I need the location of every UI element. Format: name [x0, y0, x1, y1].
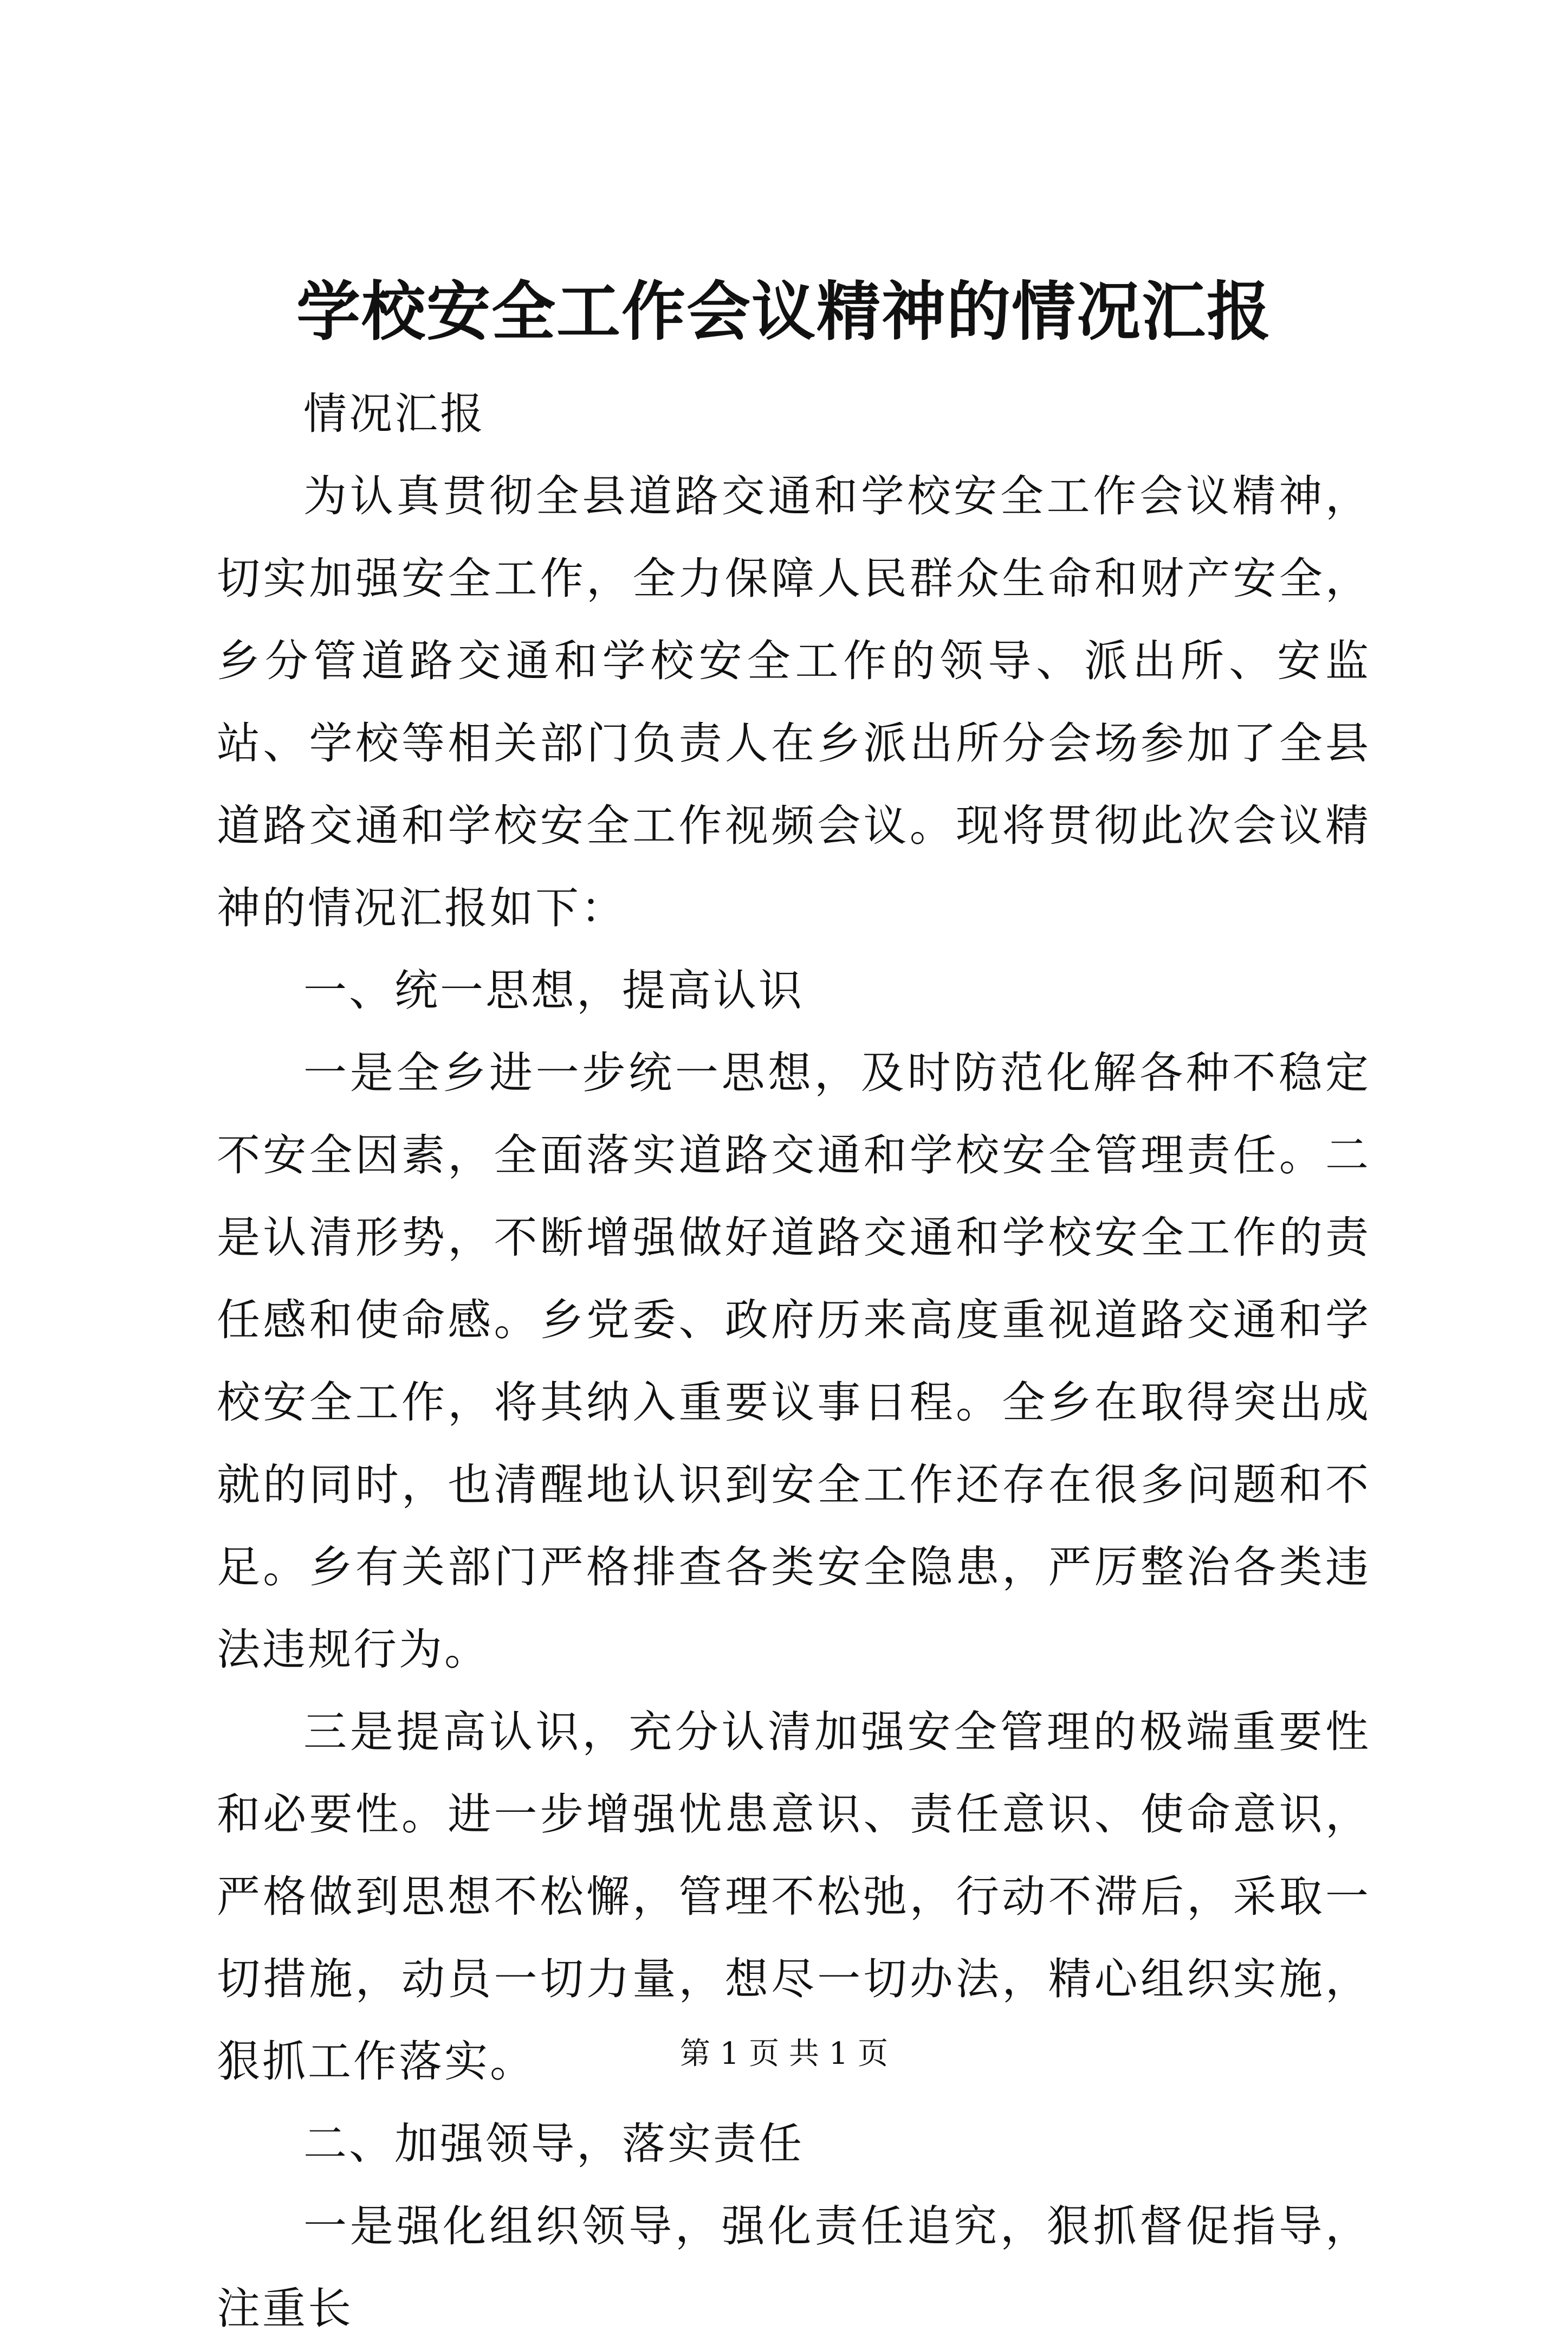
intro-paragraph: 为认真贯彻全县道路交通和学校安全工作会议精神，切实加强安全工作，全力保障人民群众生命和财产安全，乡分管道路交通和学校安全工作的领导、派出所、安监站、学校等相关部门负责人在乡派出所分会场参加了全县道路交通和学校安全工作视频会议。现将贯彻此次会议精神的情况汇报如下： — [217, 471, 1371, 933]
document-subtitle: 情况汇报 — [303, 389, 485, 439]
section-1-paragraph-2: 三是提高认识，充分认清加强安全管理的极端重要性和必要性。进一步增强忧患意识、责任意识、使命意识，严格做到思想不松懈，管理不松弛，行动不滞后，采取一切措施，动员一切力量，想尽一切办法，精心组织实施，狠抓工作落实。 — [217, 1707, 1371, 2087]
section-heading-2: 二、加强领导，落实责任 — [303, 2119, 804, 2169]
section-heading-1: 一、统一思想，提高认识 — [303, 965, 804, 1016]
document-title: 学校安全工作会议精神的情况汇报 — [296, 274, 1272, 349]
section-2-paragraph-1: 一是强化组织领导，强化责任追究，狠抓督促指导，注重长 — [217, 2201, 1371, 2334]
section-1-paragraph-1: 一是全乡进一步统一思想，及时防范化解各种不稳定不安全因素，全面落实道路交通和学校安全管理责任。二是认清形势，不断增强做好道路交通和学校安全工作的责任感和使命感。乡党委、政府历来高度重视道路交通和学校安全工作，将其纳入重要议事日程。全乡在取得突出成就的同时，也清醒地认识到安全工作还存在很多问题和不足。乡有关部门严格排查各类安全隐患，严厉整治各类违法违规行为。 — [217, 1048, 1371, 1675]
page-footer: 第 1 页 共 1 页 — [679, 2036, 889, 2071]
